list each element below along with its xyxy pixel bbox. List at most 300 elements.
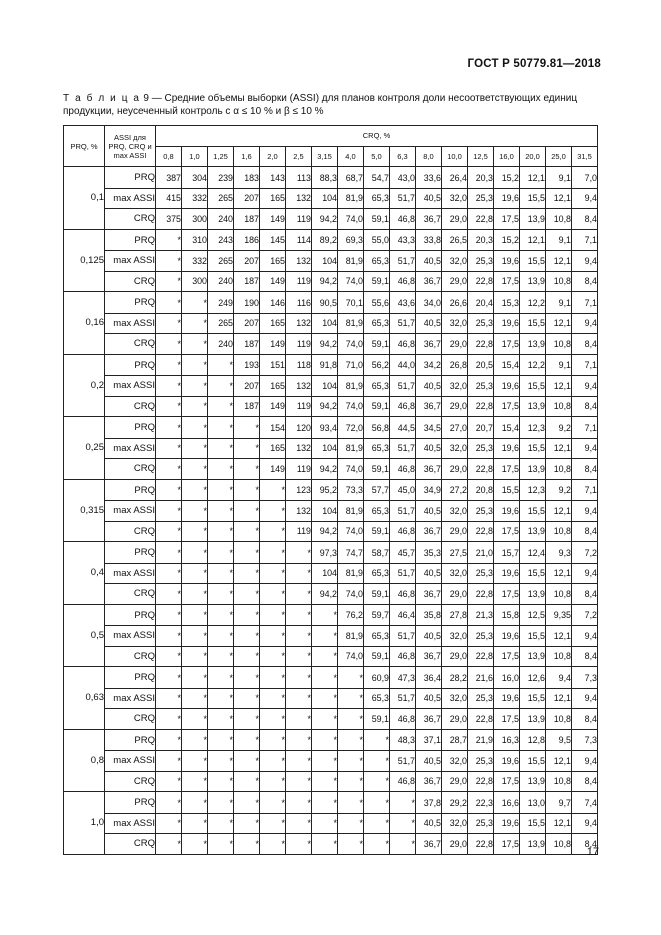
table-cell: * xyxy=(364,771,390,792)
table-cell: 12,1 xyxy=(546,188,572,209)
table-cell: 332 xyxy=(182,251,208,272)
table-row xyxy=(64,167,598,189)
table-cell: 59,1 xyxy=(364,271,390,292)
table-row xyxy=(64,417,598,439)
table-cell: 7,2 xyxy=(572,542,598,564)
table-cell: * xyxy=(364,792,390,814)
crq-value-header: 25,0 xyxy=(546,146,572,167)
table-cell: 32,0 xyxy=(442,438,468,459)
table-cell: * xyxy=(260,521,286,542)
table-cell: 29,0 xyxy=(442,709,468,730)
table-cell: 10,8 xyxy=(546,584,572,605)
table-cell: 119 xyxy=(286,521,312,542)
table-cell: 94,2 xyxy=(312,459,338,480)
table-cell: * xyxy=(312,626,338,647)
table-row xyxy=(64,271,598,292)
table-cell: 22,8 xyxy=(468,396,494,417)
row-label: PRQ xyxy=(105,229,156,251)
table-cell: 21,0 xyxy=(468,542,494,564)
table-cell: * xyxy=(260,834,286,855)
table-cell: 118 xyxy=(286,354,312,376)
table-cell: 94,2 xyxy=(312,584,338,605)
table-cell: * xyxy=(234,751,260,772)
table-cell: 165 xyxy=(260,188,286,209)
table-row xyxy=(64,751,598,772)
row-label: PRQ xyxy=(105,542,156,564)
table-cell: 46,8 xyxy=(390,646,416,667)
table-cell: 114 xyxy=(286,229,312,251)
table-row xyxy=(64,313,598,334)
table-cell: * xyxy=(286,563,312,584)
table-cell: * xyxy=(208,604,234,626)
table-cell: * xyxy=(182,646,208,667)
table-cell: * xyxy=(208,626,234,647)
table-cell: * xyxy=(182,334,208,355)
table-row xyxy=(64,376,598,397)
table-cell: 8,4 xyxy=(572,584,598,605)
table-cell: 55,0 xyxy=(364,229,390,251)
row-label: max ASSI xyxy=(105,251,156,272)
table-cell: * xyxy=(234,792,260,814)
table-cell: 239 xyxy=(208,167,234,189)
table-row xyxy=(64,813,598,834)
table-cell: 81,9 xyxy=(338,188,364,209)
table-cell: 10,8 xyxy=(546,209,572,230)
caption-prefix: Т а б л и ц а xyxy=(63,93,141,104)
table-cell: 9,7 xyxy=(546,792,572,814)
table-cell: 94,2 xyxy=(312,271,338,292)
table-cell: * xyxy=(234,667,260,689)
table-cell: 17,5 xyxy=(494,834,520,855)
table-cell: 146 xyxy=(260,292,286,314)
table-cell: 12,1 xyxy=(546,501,572,522)
table-cell: * xyxy=(234,584,260,605)
table-cell: 36,7 xyxy=(416,271,442,292)
table-cell: 7,3 xyxy=(572,729,598,751)
table-cell: 12,3 xyxy=(520,479,546,501)
table-cell: * xyxy=(182,417,208,439)
table-cell: 9,2 xyxy=(546,479,572,501)
table-row xyxy=(64,542,598,564)
table-cell: 243 xyxy=(208,229,234,251)
table-cell: 7,1 xyxy=(572,229,598,251)
table-cell: * xyxy=(208,709,234,730)
table-cell: 10,8 xyxy=(546,709,572,730)
table-cell: 13,9 xyxy=(520,459,546,480)
table-cell: 9,2 xyxy=(546,417,572,439)
table-cell: 15,5 xyxy=(520,626,546,647)
table-cell: 9,4 xyxy=(572,688,598,709)
table-cell: 15,5 xyxy=(520,563,546,584)
table-cell: * xyxy=(390,834,416,855)
table-cell: * xyxy=(338,792,364,814)
table-cell: 56,2 xyxy=(364,354,390,376)
table-cell: 47,3 xyxy=(390,667,416,689)
table-cell: 28,2 xyxy=(442,667,468,689)
table-cell: * xyxy=(156,834,182,855)
table-row xyxy=(64,729,598,751)
table-row xyxy=(64,667,598,689)
table-cell: 13,9 xyxy=(520,271,546,292)
table-cell: 37,8 xyxy=(416,792,442,814)
row-label: PRQ xyxy=(105,167,156,189)
table-cell: * xyxy=(208,563,234,584)
table-cell: 190 xyxy=(234,292,260,314)
table-cell: 46,8 xyxy=(390,396,416,417)
table-row xyxy=(64,251,598,272)
standard-number: ГОСТ Р 50779.81—2018 xyxy=(467,58,601,70)
table-cell: 9,35 xyxy=(546,604,572,626)
table-cell: 12,1 xyxy=(546,313,572,334)
table-cell: 20,5 xyxy=(468,354,494,376)
table-cell: 186 xyxy=(234,229,260,251)
table-cell: 40,5 xyxy=(416,563,442,584)
table-cell: 187 xyxy=(234,209,260,230)
table-cell: 94,2 xyxy=(312,334,338,355)
table-cell: 26,6 xyxy=(442,292,468,314)
row-label: CRQ xyxy=(105,521,156,542)
table-cell: * xyxy=(208,376,234,397)
table-cell: 8,4 xyxy=(572,709,598,730)
table-cell: 19,6 xyxy=(494,501,520,522)
table-cell: 165 xyxy=(260,438,286,459)
table-cell: 37,1 xyxy=(416,729,442,751)
table-cell: * xyxy=(156,709,182,730)
table-cell: 22,8 xyxy=(468,271,494,292)
table-cell: 240 xyxy=(208,334,234,355)
table-cell: 300 xyxy=(182,209,208,230)
table-cell: 25,3 xyxy=(468,501,494,522)
table-cell: 15,5 xyxy=(520,313,546,334)
table-cell: 44,0 xyxy=(390,354,416,376)
table-cell: * xyxy=(156,396,182,417)
table-cell: 15,2 xyxy=(494,167,520,189)
table-cell: 12,1 xyxy=(546,751,572,772)
table-cell: 36,7 xyxy=(416,209,442,230)
table-cell: 132 xyxy=(286,501,312,522)
prq-column-header: PRQ, % xyxy=(64,126,105,167)
table-cell: 34,9 xyxy=(416,479,442,501)
table-cell: 12,1 xyxy=(546,813,572,834)
table-cell: 240 xyxy=(208,271,234,292)
table-cell: 25,3 xyxy=(468,563,494,584)
table-cell: 35,3 xyxy=(416,542,442,564)
table-cell: 12,2 xyxy=(520,292,546,314)
table-cell: * xyxy=(182,313,208,334)
table-cell: 20,8 xyxy=(468,479,494,501)
table-cell: 21,6 xyxy=(468,667,494,689)
table-cell: * xyxy=(312,709,338,730)
table-cell: 13,9 xyxy=(520,834,546,855)
table-cell: 15,4 xyxy=(494,354,520,376)
table-cell: 65,3 xyxy=(364,313,390,334)
table-cell: 81,9 xyxy=(338,376,364,397)
table-cell: 13,9 xyxy=(520,584,546,605)
table-cell: 36,7 xyxy=(416,334,442,355)
table-cell: * xyxy=(286,771,312,792)
table-cell: * xyxy=(208,396,234,417)
table-cell: 332 xyxy=(182,188,208,209)
table-cell: 36,7 xyxy=(416,771,442,792)
table-cell: 46,8 xyxy=(390,271,416,292)
table-cell: 46,8 xyxy=(390,459,416,480)
crq-column-header: CRQ, % xyxy=(156,126,598,147)
row-label: PRQ xyxy=(105,417,156,439)
table-cell: 20,3 xyxy=(468,229,494,251)
table-cell: 65,3 xyxy=(364,626,390,647)
table-cell: 8,4 xyxy=(572,209,598,230)
table-row xyxy=(64,771,598,792)
table-cell: 9,4 xyxy=(572,188,598,209)
table-cell: 15,3 xyxy=(494,292,520,314)
table-cell: 7,1 xyxy=(572,292,598,314)
table-cell: 29,0 xyxy=(442,584,468,605)
table-cell: 13,9 xyxy=(520,334,546,355)
table-cell: 113 xyxy=(286,167,312,189)
table-cell: * xyxy=(208,542,234,564)
table-cell: 149 xyxy=(260,334,286,355)
table-cell: 65,3 xyxy=(364,501,390,522)
table-cell: 16,6 xyxy=(494,792,520,814)
table-cell: * xyxy=(234,479,260,501)
table-cell: 72,0 xyxy=(338,417,364,439)
table-cell: 19,6 xyxy=(494,563,520,584)
table-cell: 26,4 xyxy=(442,167,468,189)
table-cell: 51,7 xyxy=(390,376,416,397)
table-cell: 8,4 xyxy=(572,396,598,417)
table-cell: 304 xyxy=(182,167,208,189)
table-cell: * xyxy=(156,459,182,480)
table-cell: 387 xyxy=(156,167,182,189)
table-cell: 10,8 xyxy=(546,334,572,355)
table-cell: * xyxy=(182,563,208,584)
table-cell: * xyxy=(234,521,260,542)
table-cell: 32,0 xyxy=(442,813,468,834)
table-cell: 15,5 xyxy=(520,688,546,709)
table-cell: * xyxy=(156,813,182,834)
table-cell: * xyxy=(182,604,208,626)
table-cell: 29,0 xyxy=(442,521,468,542)
table-cell: * xyxy=(182,688,208,709)
table-cell: 59,1 xyxy=(364,584,390,605)
table-cell: 32,0 xyxy=(442,626,468,647)
table-cell: 8,4 xyxy=(572,521,598,542)
table-cell: 32,0 xyxy=(442,376,468,397)
table-cell: * xyxy=(156,251,182,272)
table-cell: 375 xyxy=(156,209,182,230)
prq-group-value: 0,5 xyxy=(64,604,105,667)
table-cell: 9,4 xyxy=(572,251,598,272)
table-cell: 97,3 xyxy=(312,542,338,564)
table-cell: * xyxy=(156,604,182,626)
crq-value-header: 2,0 xyxy=(260,146,286,167)
table-cell: 46,4 xyxy=(390,604,416,626)
table-cell: 15,7 xyxy=(494,542,520,564)
row-label: max ASSI xyxy=(105,751,156,772)
table-cell: * xyxy=(182,354,208,376)
table-cell: 8,4 xyxy=(572,646,598,667)
table-cell: 40,5 xyxy=(416,751,442,772)
table-cell: 90,5 xyxy=(312,292,338,314)
table-cell: 89,2 xyxy=(312,229,338,251)
table-cell: 74,0 xyxy=(338,334,364,355)
table-cell: 22,8 xyxy=(468,771,494,792)
table-cell: 54,7 xyxy=(364,167,390,189)
table-cell: 22,8 xyxy=(468,209,494,230)
table-cell: * xyxy=(260,563,286,584)
table-cell: * xyxy=(156,584,182,605)
table-cell: * xyxy=(208,729,234,751)
table-cell: * xyxy=(390,792,416,814)
table-cell: * xyxy=(312,646,338,667)
table-cell: * xyxy=(234,626,260,647)
table-row xyxy=(64,354,598,376)
table-cell: * xyxy=(286,729,312,751)
table-cell: 19,6 xyxy=(494,626,520,647)
table-cell: 93,4 xyxy=(312,417,338,439)
table-cell: 9,3 xyxy=(546,542,572,564)
table-cell: 9,4 xyxy=(546,667,572,689)
table-cell: 81,9 xyxy=(338,626,364,647)
table-cell: * xyxy=(260,667,286,689)
table-cell: 12,1 xyxy=(546,626,572,647)
table-cell: 149 xyxy=(260,396,286,417)
table-cell: * xyxy=(260,813,286,834)
table-cell: * xyxy=(156,376,182,397)
table-cell: 15,8 xyxy=(494,604,520,626)
table-cell: 19,6 xyxy=(494,688,520,709)
table-cell: * xyxy=(156,229,182,251)
table-cell: * xyxy=(286,792,312,814)
table-cell: 20,7 xyxy=(468,417,494,439)
table-cell: 9,1 xyxy=(546,292,572,314)
row-label: CRQ xyxy=(105,209,156,230)
table-cell: 265 xyxy=(208,188,234,209)
table-cell: 25,3 xyxy=(468,438,494,459)
table-cell: 13,9 xyxy=(520,771,546,792)
row-label: PRQ xyxy=(105,792,156,814)
table-cell: * xyxy=(260,688,286,709)
table-cell: 27,2 xyxy=(442,479,468,501)
table-cell: * xyxy=(182,584,208,605)
table-cell: * xyxy=(338,709,364,730)
table-cell: 29,0 xyxy=(442,209,468,230)
table-cell: 10,8 xyxy=(546,271,572,292)
row-label: CRQ xyxy=(105,334,156,355)
crq-value-header: 10,0 xyxy=(442,146,468,167)
table-cell: * xyxy=(182,501,208,522)
table-cell: 12,8 xyxy=(520,729,546,751)
row-label: max ASSI xyxy=(105,188,156,209)
table-cell: 10,8 xyxy=(546,771,572,792)
table-cell: 15,5 xyxy=(494,479,520,501)
table-cell: * xyxy=(364,729,390,751)
table-cell: 9,4 xyxy=(572,376,598,397)
table-cell: * xyxy=(182,751,208,772)
table-cell: * xyxy=(286,751,312,772)
table-cell: 7,4 xyxy=(572,792,598,814)
table-row xyxy=(64,479,598,501)
table-cell: 36,7 xyxy=(416,709,442,730)
table-cell: * xyxy=(156,292,182,314)
table-cell: 9,5 xyxy=(546,729,572,751)
table-cell: 40,5 xyxy=(416,188,442,209)
crq-value-header: 16,0 xyxy=(494,146,520,167)
table-cell: * xyxy=(338,688,364,709)
crq-value-header: 1,25 xyxy=(208,146,234,167)
assi-column-header: ASSI для PRQ, CRQ и max ASSI xyxy=(105,126,156,167)
table-cell: 10,8 xyxy=(546,459,572,480)
table-cell: 22,8 xyxy=(468,584,494,605)
table-cell: * xyxy=(234,459,260,480)
table-cell: 74,7 xyxy=(338,542,364,564)
table-cell: 132 xyxy=(286,438,312,459)
table-row xyxy=(64,459,598,480)
table-cell: 22,8 xyxy=(468,521,494,542)
table-cell: 7,0 xyxy=(572,167,598,189)
table-cell: 69,3 xyxy=(338,229,364,251)
page-number: 17 xyxy=(586,846,599,858)
table-cell: * xyxy=(260,646,286,667)
table-cell: 65,3 xyxy=(364,376,390,397)
table-cell: 51,7 xyxy=(390,188,416,209)
table-cell: * xyxy=(182,438,208,459)
table-cell: * xyxy=(312,604,338,626)
table-cell: 59,1 xyxy=(364,209,390,230)
table-cell: * xyxy=(260,584,286,605)
table-cell: 81,9 xyxy=(338,313,364,334)
table-cell: * xyxy=(234,688,260,709)
table-cell: * xyxy=(312,792,338,814)
table-cell: 40,5 xyxy=(416,626,442,647)
table-cell: 10,8 xyxy=(546,646,572,667)
table-cell: 51,7 xyxy=(390,751,416,772)
table-cell: 29,0 xyxy=(442,771,468,792)
table-cell: * xyxy=(156,479,182,501)
table-cell: 12,1 xyxy=(546,438,572,459)
table-cell: 193 xyxy=(234,354,260,376)
table-cell: 91,8 xyxy=(312,354,338,376)
table-cell: 249 xyxy=(208,292,234,314)
table-cell: * xyxy=(364,751,390,772)
table-cell: * xyxy=(286,542,312,564)
table-cell: 19,6 xyxy=(494,188,520,209)
table-cell: 48,3 xyxy=(390,729,416,751)
table-cell: 36,7 xyxy=(416,834,442,855)
table-cell: 74,0 xyxy=(338,521,364,542)
table-cell: 25,3 xyxy=(468,251,494,272)
table-body xyxy=(64,167,598,855)
table-cell: * xyxy=(156,542,182,564)
table-cell: 7,1 xyxy=(572,479,598,501)
table-cell: 71,0 xyxy=(338,354,364,376)
prq-group-value: 1,0 xyxy=(64,792,105,855)
table-cell: 59,1 xyxy=(364,459,390,480)
row-label: PRQ xyxy=(105,729,156,751)
row-label: max ASSI xyxy=(105,626,156,647)
table-cell: 119 xyxy=(286,334,312,355)
table-cell: * xyxy=(234,501,260,522)
table-cell: * xyxy=(312,667,338,689)
table-cell: 46,8 xyxy=(390,334,416,355)
table-cell: 40,5 xyxy=(416,376,442,397)
table-cell: 8,4 xyxy=(572,459,598,480)
table-cell: * xyxy=(312,834,338,855)
row-label: CRQ xyxy=(105,646,156,667)
table-cell: * xyxy=(208,646,234,667)
table-cell: 25,3 xyxy=(468,688,494,709)
prq-group-value: 0,315 xyxy=(64,479,105,542)
